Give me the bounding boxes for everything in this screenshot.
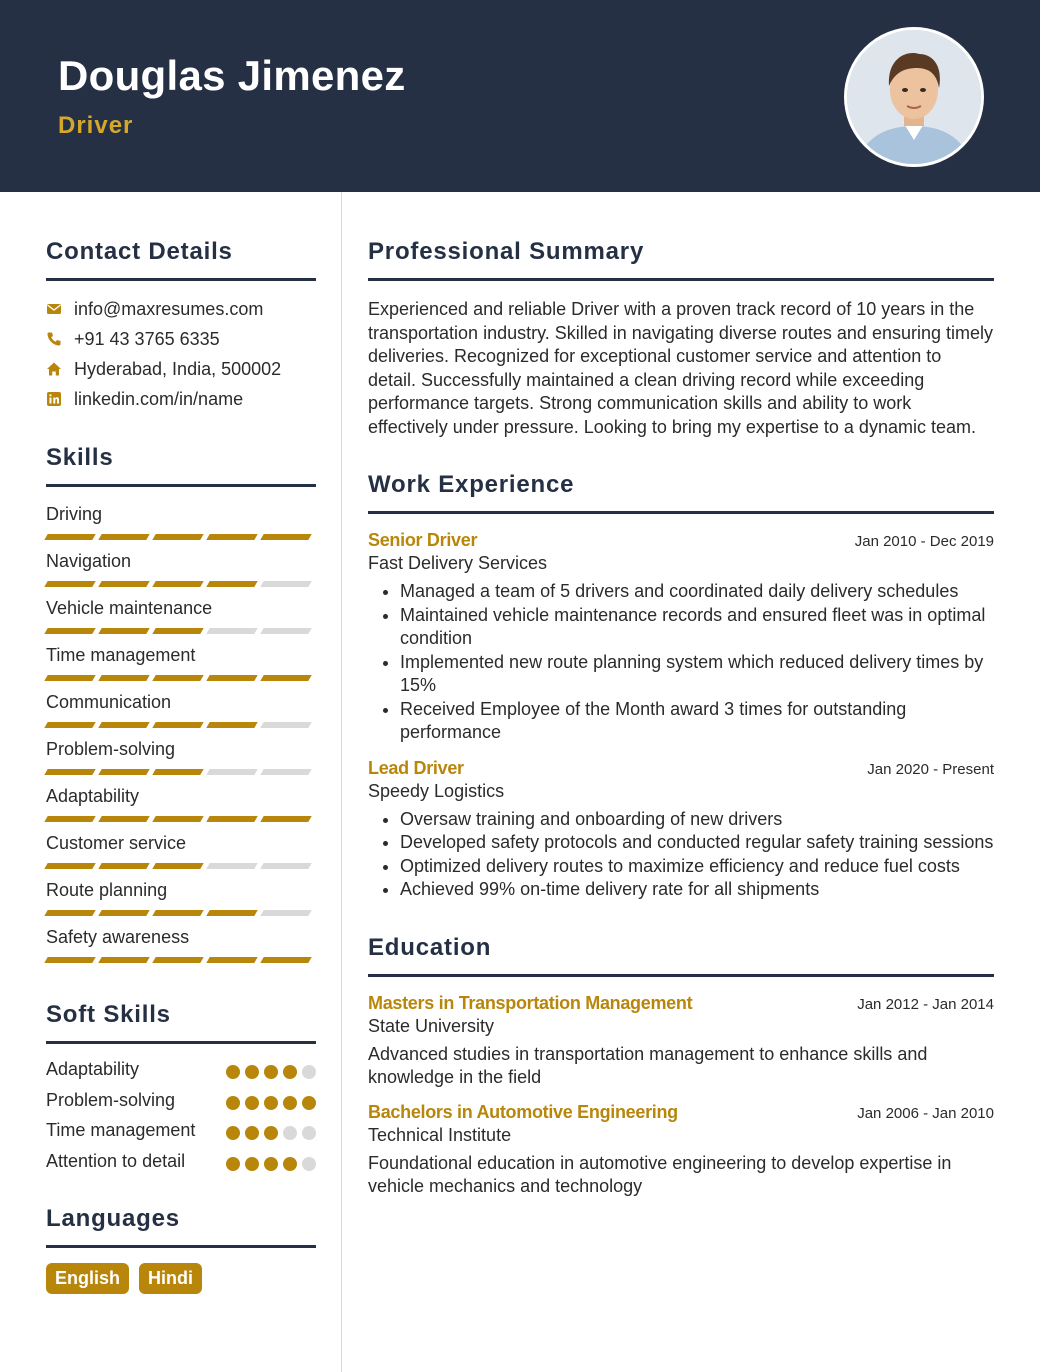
contact-linkedin-text: linkedin.com/in/name xyxy=(74,388,244,409)
rating-dot xyxy=(226,1157,240,1171)
skill-label: Route planning xyxy=(46,880,168,900)
skill-level-segment xyxy=(206,769,257,775)
skill-level-segment xyxy=(152,628,203,634)
skill-level-segment xyxy=(206,581,257,587)
candidate-name: Douglas Jimenez xyxy=(58,52,406,99)
linkedin-icon xyxy=(46,391,62,407)
rating-dot xyxy=(245,1126,259,1140)
rating-dot xyxy=(283,1065,297,1079)
contact-email-text: info@maxresumes.com xyxy=(74,298,264,319)
soft-skill-label: Time management xyxy=(46,1120,196,1140)
skill-level-segment xyxy=(44,816,95,822)
section-rule xyxy=(46,278,316,281)
rating-dot xyxy=(264,1065,278,1079)
skill-level-segment xyxy=(44,910,95,916)
rating-dot xyxy=(283,1126,297,1140)
skill-level-segment xyxy=(44,534,95,540)
phone-icon xyxy=(46,331,62,347)
candidate-role: Driver xyxy=(58,112,134,139)
skill-label: Time management xyxy=(46,645,196,665)
skill-label: Vehicle maintenance xyxy=(46,598,213,618)
job-title: Lead Driver xyxy=(368,757,464,778)
skill-level-segment xyxy=(206,675,257,681)
skill-label: Adaptability xyxy=(46,786,140,806)
rating-dot xyxy=(245,1096,259,1110)
right-column xyxy=(368,192,994,1199)
education-entry xyxy=(368,1102,994,1199)
soft-skill-row xyxy=(46,1150,316,1174)
skills-title: Skills xyxy=(46,444,114,471)
job-bullet: • Optimized delivery routes to maximize efficiency and reduce fuel costs xyxy=(400,855,994,879)
soft-skills-list xyxy=(46,1058,316,1173)
skill-level-bar xyxy=(46,534,316,540)
skill-level-segment xyxy=(206,534,257,540)
skill-level-bar xyxy=(46,863,316,869)
job-bullets xyxy=(368,580,994,745)
job-date: Jan 2010 - Dec 2019 xyxy=(854,533,994,550)
rating-dot xyxy=(302,1157,316,1171)
skill-level-segment xyxy=(98,628,149,634)
rating-dot xyxy=(302,1065,316,1079)
job-bullet: • Achieved 99% on-time delivery rate for all shipments xyxy=(400,878,994,902)
person-portrait-icon xyxy=(847,30,981,164)
skill-level-segment xyxy=(98,910,149,916)
skill-label: Navigation xyxy=(46,551,132,571)
rating-dot xyxy=(264,1157,278,1171)
skill-level-segment xyxy=(206,628,257,634)
skill-label: Customer service xyxy=(46,833,187,853)
skill-level-segment xyxy=(152,581,203,587)
rating-dot xyxy=(245,1157,259,1171)
job-company: Fast Delivery Services xyxy=(368,553,548,573)
soft-skill-label: Problem-solving xyxy=(46,1089,176,1110)
soft-skill-label: Adaptability xyxy=(46,1059,140,1079)
skill-label: Safety awareness xyxy=(46,927,190,947)
email-icon xyxy=(46,301,62,317)
rating-dot xyxy=(226,1096,240,1110)
school-name: State University xyxy=(368,1015,495,1036)
skill-level-segment xyxy=(206,910,257,916)
skill-level-segment xyxy=(260,628,311,634)
skill-level-segment xyxy=(98,722,149,728)
skill-level-segment xyxy=(152,863,203,869)
skill-level-segment xyxy=(260,769,311,775)
skill-label: Communication xyxy=(46,692,172,712)
soft-skill-row xyxy=(46,1089,316,1113)
education-desc: Foundational education in automotive engineering to develop expertise in vehicle mechanics and technology xyxy=(368,1152,952,1196)
degree-title: Masters in Transportation Management xyxy=(368,992,693,1013)
skill-level-segment xyxy=(206,722,257,728)
job-title: Senior Driver xyxy=(368,530,478,550)
experience-title: Work Experience xyxy=(368,471,575,498)
soft-skills-title: Soft Skills xyxy=(46,1001,171,1028)
language-pill: Hindi xyxy=(139,1263,202,1294)
rating-dot xyxy=(302,1096,316,1110)
profile-photo xyxy=(844,27,984,167)
skill-level-bar xyxy=(46,910,316,916)
skill-level-segment xyxy=(98,534,149,540)
degree-title: Bachelors in Automotive Engineering xyxy=(368,1101,678,1122)
job-bullet: • Received Employee of the Month award 3 times for outstanding performance xyxy=(400,698,994,745)
soft-skill-label: Attention to detail xyxy=(46,1150,186,1171)
section-rule xyxy=(368,511,994,514)
summary-text: Experienced and reliable Driver with a proven track record of 10 years in the transportation industry. Skilled in navigating diverse routes and ensuring timely deliveries. Recognized for exceptional customer service and attention to detail. Successfully maintained a clean driving record while exceeding performance targets. Strong communication skills and ability to work effectively under pressure. Looking to bring my expertise to a dynamic team. xyxy=(368,299,993,437)
skill-level-segment xyxy=(260,534,311,540)
languages-section xyxy=(46,1205,316,1294)
skill-level-bar xyxy=(46,675,316,681)
section-rule xyxy=(46,1041,316,1044)
job-entry xyxy=(368,530,994,745)
resume-header xyxy=(0,0,1040,192)
rating-dot xyxy=(245,1065,259,1079)
home-icon xyxy=(46,361,62,377)
skill-level-segment xyxy=(152,816,203,822)
skill-level-segment xyxy=(98,863,149,869)
school-name: Technical Institute xyxy=(368,1124,512,1145)
contact-address xyxy=(46,354,316,384)
rating-dot xyxy=(283,1157,297,1171)
soft-skill-row xyxy=(46,1119,316,1143)
section-rule xyxy=(46,1245,316,1248)
job-bullet: • Developed safety protocols and conducted regular safety training sessions xyxy=(400,831,994,855)
skill-level-segment xyxy=(260,581,311,587)
contact-email[interactable] xyxy=(46,294,316,324)
job-bullets xyxy=(368,808,994,902)
summary-section xyxy=(368,238,994,439)
rating-dot xyxy=(283,1096,297,1110)
skill-level-segment xyxy=(98,581,149,587)
skill-level-segment xyxy=(152,957,203,963)
left-column xyxy=(46,192,316,1294)
soft-skill-row xyxy=(46,1058,316,1082)
education-desc: Advanced studies in transportation management to enhance skills and knowledge in the field xyxy=(368,1043,928,1087)
job-bullet: • Maintained vehicle maintenance records and ensured fleet was in optimal condition xyxy=(400,604,994,651)
contact-phone-text: +91 43 3765 6335 xyxy=(74,328,220,349)
section-rule xyxy=(368,278,994,281)
job-bullet: • Oversaw training and onboarding of new drivers xyxy=(400,808,994,832)
skill-level-segment xyxy=(44,628,95,634)
experience-section xyxy=(368,471,994,902)
rating-dot xyxy=(226,1126,240,1140)
skill-level-bar xyxy=(46,722,316,728)
skill-level-segment xyxy=(152,534,203,540)
section-rule xyxy=(368,974,994,977)
skill-level-bar xyxy=(46,628,316,634)
skills-section xyxy=(46,444,316,963)
education-section xyxy=(368,934,994,1199)
skill-level-segment xyxy=(98,957,149,963)
contact-address-text: Hyderabad, India, 500002 xyxy=(74,358,282,379)
soft-skill-rating xyxy=(226,1065,316,1079)
education-date: Jan 2012 - Jan 2014 xyxy=(857,995,994,1013)
job-entry xyxy=(368,758,994,902)
soft-skill-rating xyxy=(226,1096,316,1110)
skill-level-segment xyxy=(98,675,149,681)
skills-list xyxy=(46,503,316,963)
skill-level-segment xyxy=(206,957,257,963)
skill-level-segment xyxy=(260,910,311,916)
skill-level-segment xyxy=(260,722,311,728)
contact-title: Contact Details xyxy=(46,238,233,265)
rating-dot xyxy=(302,1126,316,1140)
job-company: Speedy Logistics xyxy=(368,780,505,801)
skill-level-segment xyxy=(152,675,203,681)
skill-level-segment xyxy=(44,722,95,728)
skill-level-bar xyxy=(46,816,316,822)
skill-level-segment xyxy=(44,675,95,681)
education-date: Jan 2006 - Jan 2010 xyxy=(857,1104,994,1122)
section-rule xyxy=(46,484,316,487)
rating-dot xyxy=(226,1065,240,1079)
soft-skills-section xyxy=(46,1001,316,1173)
skill-level-segment xyxy=(260,675,311,681)
skill-level-segment xyxy=(44,863,95,869)
contact-phone[interactable] xyxy=(46,324,316,354)
rating-dot xyxy=(264,1096,278,1110)
skill-level-segment xyxy=(152,722,203,728)
skill-level-segment xyxy=(206,863,257,869)
rating-dot xyxy=(264,1126,278,1140)
languages-title: Languages xyxy=(46,1205,180,1232)
skill-level-bar xyxy=(46,769,316,775)
summary-title: Professional Summary xyxy=(368,238,645,265)
contact-linkedin[interactable] xyxy=(46,384,316,414)
skill-level-segment xyxy=(98,769,149,775)
job-date: Jan 2020 - Present xyxy=(867,760,994,778)
job-bullet: • Managed a team of 5 drivers and coordinated daily delivery schedules xyxy=(400,580,994,604)
skill-level-segment xyxy=(98,816,149,822)
education-title: Education xyxy=(368,933,492,961)
skill-level-segment xyxy=(44,581,95,587)
skill-label: Driving xyxy=(46,504,103,524)
soft-skill-rating xyxy=(226,1126,316,1140)
skill-level-segment xyxy=(152,769,203,775)
language-pill: English xyxy=(46,1263,129,1294)
skill-level-segment xyxy=(152,910,203,916)
skill-level-bar xyxy=(46,957,316,963)
skill-level-segment xyxy=(44,957,95,963)
contact-section xyxy=(46,238,316,414)
skill-level-segment xyxy=(260,816,311,822)
skill-label: Problem-solving xyxy=(46,739,176,759)
job-bullet: • Implemented new route planning system which reduced delivery times by 15% xyxy=(400,651,994,698)
soft-skill-rating xyxy=(226,1157,316,1171)
skill-level-segment xyxy=(260,863,311,869)
skill-level-bar xyxy=(46,581,316,587)
education-entry xyxy=(368,993,994,1090)
column-divider xyxy=(341,192,342,1372)
skill-level-segment xyxy=(206,816,257,822)
skill-level-segment xyxy=(260,957,311,963)
skill-level-segment xyxy=(44,769,95,775)
